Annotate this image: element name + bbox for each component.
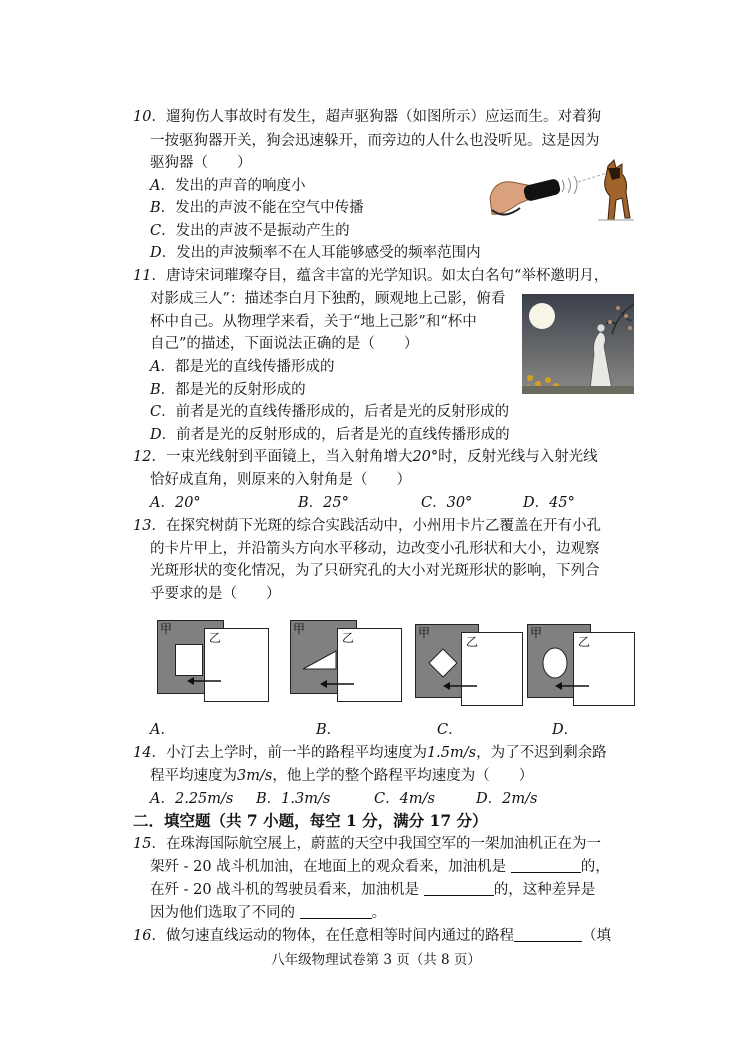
option-text: ．都是光的反射形成的 xyxy=(160,382,306,398)
option-text: 45° xyxy=(549,495,575,511)
q13-option-c xyxy=(437,720,463,740)
option-label: A xyxy=(150,495,161,511)
option-label: C xyxy=(150,404,162,420)
option-dot: ． xyxy=(326,722,342,738)
arrow-left-icon xyxy=(555,681,591,691)
q16-line1 xyxy=(133,926,611,946)
q12-option-b xyxy=(298,493,349,513)
q13-line4: 乎要求的是（ ） xyxy=(150,586,281,602)
q14-line1 xyxy=(133,743,607,763)
q13-option-d xyxy=(552,720,578,740)
q14-text1b: ，为了不迟到剩余路 xyxy=(476,745,607,761)
q14-option-a xyxy=(150,789,233,809)
option-dot: ． xyxy=(534,495,550,511)
option-label: D xyxy=(150,427,162,443)
option-text: 25° xyxy=(323,495,349,511)
q14-text2a: 程平均速度为 xyxy=(150,768,237,784)
option-text: ．前者是光的反射形成的，后者是光的直线传播形成的 xyxy=(161,427,510,443)
option-text: ．发出的声音的响度小 xyxy=(160,178,306,194)
option-text: ．发出的声波频率不在人耳能够感受的频率范围内 xyxy=(161,245,481,261)
option-label: D xyxy=(523,495,535,511)
q10-option-d xyxy=(150,243,481,263)
q11-option-d xyxy=(150,425,510,445)
dog-icon xyxy=(598,160,634,220)
q15-line2 xyxy=(150,857,610,877)
option-label: D xyxy=(476,791,488,807)
q12-angle-value: 20° xyxy=(412,449,439,465)
q14-number: 14 xyxy=(133,745,152,761)
option-label: B xyxy=(256,791,267,807)
q14-text1a: ．小汀去上学时，前一半的路程平均速度为 xyxy=(151,745,427,761)
q12-option-d xyxy=(523,493,575,513)
moonlight-poet-illustration xyxy=(522,294,634,394)
q13-panel-b xyxy=(290,620,404,702)
q16-number: 16 xyxy=(133,928,152,944)
q13-line1 xyxy=(133,516,601,536)
option-dot: ． xyxy=(160,495,175,511)
option-label: D xyxy=(150,245,162,261)
q11-number: 11 xyxy=(133,268,152,284)
diamond-hole xyxy=(428,648,458,678)
q16-text1a: ．做匀速直线运动的物体，在任意相等时间内通过的路程 xyxy=(151,928,514,944)
option-label: A xyxy=(150,791,161,807)
q11-line4: 自己”的描述，下面说法正确的是（ ） xyxy=(150,336,419,352)
q13-text1: ．在探究树荫下光斑的综合实践活动中，小州用卡片乙覆盖在开有小孔 xyxy=(151,518,601,534)
option-dot: ． xyxy=(385,791,400,807)
option-dot: ． xyxy=(432,495,447,511)
q10-option-a xyxy=(150,176,305,196)
q16-text1b: （填 xyxy=(581,928,611,944)
q12-text1a: ．一束光线射到平面镜上，当入射角增大 xyxy=(151,449,413,465)
q10-option-c xyxy=(150,221,350,241)
option-dot: ． xyxy=(266,791,282,807)
q14-option-b xyxy=(256,789,330,809)
option-text: 30° xyxy=(446,495,473,511)
option-label: C xyxy=(421,495,433,511)
section-title-fill-in: 二．填空题（共 7 小题，每空 1 分，满分 17 分） xyxy=(133,811,488,830)
dog-repeller-illustration xyxy=(488,158,638,230)
option-label: D xyxy=(552,722,564,738)
q12-number: 12 xyxy=(133,449,152,465)
q15-text4b: 。 xyxy=(371,905,387,921)
q14-speed1: 1.5m/s xyxy=(426,745,477,761)
q15-number: 15 xyxy=(133,836,152,852)
answer-blank[interactable] xyxy=(300,904,372,919)
arrow-left-icon xyxy=(443,681,479,691)
card-jia-label: 甲 xyxy=(293,622,306,636)
q11-option-a xyxy=(150,357,334,377)
q12-option-c xyxy=(421,493,472,513)
q12-line2: 恰好成直角，则原来的入射角是（ ） xyxy=(150,472,411,488)
option-dot: ． xyxy=(487,791,503,807)
arrow-left-icon xyxy=(320,679,356,689)
card-yi-label: 乙 xyxy=(466,635,479,649)
answer-blank[interactable] xyxy=(511,858,581,873)
option-text: ．前者是光的直线传播形成的，后者是光的反射形成的 xyxy=(161,404,510,420)
q15-text2b: 的， xyxy=(580,859,610,875)
square-hole xyxy=(175,644,203,676)
option-label: A xyxy=(150,178,161,194)
option-text: 20° xyxy=(174,495,201,511)
q13-option-b xyxy=(316,720,341,740)
option-label: B xyxy=(298,495,309,511)
q13-line2: 的卡片甲上，并沿箭头方向水平移动，边改变小孔形状和大小，边观察 xyxy=(150,541,600,557)
q12-option-a xyxy=(150,493,201,513)
option-label: C xyxy=(437,722,449,738)
option-text: 4m/s xyxy=(399,791,435,807)
card-jia-label: 甲 xyxy=(418,626,431,640)
q11-text1: ．唐诗宋词璀璨夺目，蕴含丰富的光学知识。如太白名句“举杯邀明月， xyxy=(151,268,609,284)
option-text: ．发出的声波不能在空气中传播 xyxy=(160,200,364,216)
option-text: ．都是光的直线传播形成的 xyxy=(160,359,335,375)
q11-option-c xyxy=(150,402,509,422)
q12-line1 xyxy=(133,447,598,467)
option-text: 2.25m/s xyxy=(174,791,234,807)
q14-option-c xyxy=(374,789,435,809)
option-dot: ． xyxy=(160,722,175,738)
q13-option-a xyxy=(150,720,175,740)
card-yi-label: 乙 xyxy=(342,631,355,645)
option-dot: ． xyxy=(563,722,579,738)
q13-panel-c xyxy=(415,624,525,706)
q15-line1 xyxy=(133,834,601,854)
q11-line2: 对影成三人”：描述李白月下独酌，顾观地上己影，俯看 xyxy=(150,291,506,307)
q15-text1: ．在珠海国际航空展上，蔚蓝的天空中我国空军的一架加油机正在为一 xyxy=(151,836,601,852)
q13-panel-d xyxy=(527,624,637,706)
q11-line3: 杯中自己。从物理学来看，关于“地上己影”和“杯中 xyxy=(150,314,477,330)
q11-option-b xyxy=(150,380,306,400)
card-jia-label: 甲 xyxy=(160,622,173,636)
ellipse-hole xyxy=(541,646,569,680)
triangle-hole xyxy=(302,650,338,670)
option-label: C xyxy=(374,791,386,807)
option-dot: ． xyxy=(160,791,175,807)
q15-text2a: 架歼 - 20 战斗机加油，在地面上的观众看来，加油机是 xyxy=(150,859,507,875)
moon-icon xyxy=(529,303,555,329)
q13-line3: 光斑形状的变化情况，为了只研究孔的大小对光斑形状的影响，下列合 xyxy=(150,563,600,579)
q10-text1: ．遛狗伤人事故时有发生，超声驱狗器（如图所示）应运而生。对着狗 xyxy=(151,109,601,125)
arrow-left-icon xyxy=(187,676,223,686)
option-text: ．发出的声波不是振动产生的 xyxy=(161,223,350,239)
q15-text3b: 的，这种差异是 xyxy=(493,882,596,898)
option-dot: ． xyxy=(448,722,463,738)
q14-line2 xyxy=(150,766,533,786)
option-label: B xyxy=(316,722,327,738)
q10-number: 10 xyxy=(133,109,152,125)
q15-text3a: 在歼 - 20 战斗机的驾驶员看来，加油机是 xyxy=(150,882,420,898)
page-footer: 八年级物理试卷第 3 页（共 8 页） xyxy=(271,952,481,968)
answer-blank[interactable] xyxy=(514,927,582,942)
q13-panel-a xyxy=(157,620,271,702)
q10-option-b xyxy=(150,198,364,218)
option-label: B xyxy=(150,200,161,216)
option-text: 2m/s xyxy=(502,791,538,807)
option-label: A xyxy=(150,359,161,375)
q10-line2: 一按驱狗器开关，狗会迅速躲开，而旁边的人什么也没听见。这是因为 xyxy=(150,133,600,149)
q10-line1 xyxy=(133,107,601,127)
q14-speed2: 3m/s xyxy=(237,768,273,784)
q15-line4 xyxy=(150,903,386,923)
card-yi-label: 乙 xyxy=(209,631,222,645)
q13-number: 13 xyxy=(133,518,152,534)
q10-line3: 驱狗器（ ） xyxy=(150,155,252,171)
option-dot: ． xyxy=(308,495,324,511)
q14-text2b: ，他上学的整个路程平均速度为（ ） xyxy=(272,768,534,784)
q15-text4a: 因为他们选取了不同的 xyxy=(150,905,295,921)
q11-line1 xyxy=(133,266,608,286)
q14-option-d xyxy=(476,789,537,809)
q15-line3 xyxy=(150,880,595,900)
answer-blank[interactable] xyxy=(424,881,494,896)
option-label: B xyxy=(150,382,161,398)
card-yi-label: 乙 xyxy=(578,635,591,649)
option-label: C xyxy=(150,223,162,239)
card-jia-label: 甲 xyxy=(530,626,543,640)
option-text: 1.3m/s xyxy=(281,791,331,807)
option-label: A xyxy=(150,722,161,738)
q12-text1b: 时，反射光线与入射光线 xyxy=(438,449,598,465)
